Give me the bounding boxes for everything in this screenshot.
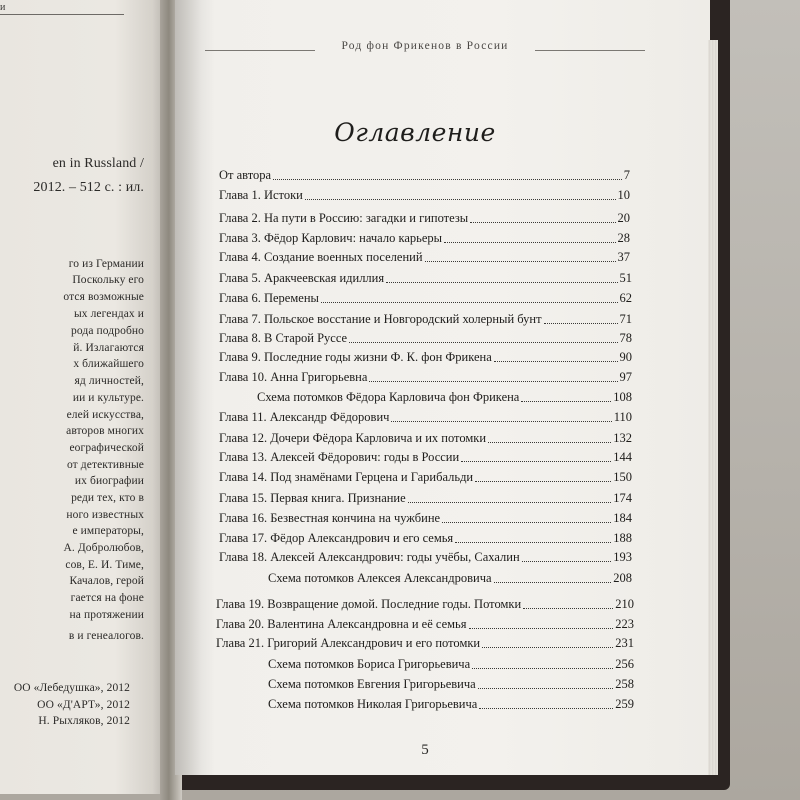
- toc-entry-title: Глава 5. Аракчеевская идиллия: [219, 271, 385, 285]
- toc-entry-page: 97: [619, 370, 632, 384]
- toc-entry-title: Глава 1. Истоки: [219, 188, 303, 202]
- left-page-line: на протяжении: [69, 609, 144, 621]
- toc-entry: [268, 570, 632, 586]
- toc-dot-leader: [475, 481, 611, 482]
- toc-dot-leader: [444, 242, 615, 243]
- toc-entry-title: Глава 17. Фёдор Александрович и его семья: [219, 531, 454, 545]
- left-page-line: еографической: [69, 442, 144, 454]
- toc-entry-title: Глава 4. Создание военных поселений: [219, 250, 423, 264]
- toc-dot-leader: [470, 222, 615, 223]
- toc-entry: [219, 187, 630, 203]
- toc-entry-title: Глава 6. Перемены: [219, 291, 319, 305]
- toc-entry-page: 174: [613, 491, 632, 505]
- toc-dot-leader: [494, 361, 618, 362]
- toc-entry: [219, 490, 632, 506]
- left-page-line: реди тех, кто в: [71, 492, 144, 504]
- left-page-line: их биографии: [74, 475, 144, 487]
- toc-entry-page: 20: [617, 211, 630, 225]
- toc-dot-leader: [469, 628, 614, 629]
- toc-entry-title: Глава 7. Польское восстание и Новгородский холерный бунт: [219, 312, 542, 326]
- toc-entry-page: 258: [615, 677, 634, 691]
- toc-entry-page: 110: [613, 410, 632, 424]
- left-page-line: е императоры,: [72, 525, 144, 537]
- toc-entry: [219, 270, 632, 286]
- left-page-line: х ближайшего: [73, 358, 144, 370]
- toc-entry-title: Схема потомков Алексея Александровича: [268, 571, 492, 585]
- toc-entry: [216, 616, 634, 632]
- toc-entry: [219, 549, 632, 565]
- left-page-line: й. Излагаются: [73, 342, 144, 354]
- toc-entry: [219, 210, 630, 226]
- toc-entry-page: 78: [619, 331, 632, 345]
- toc-entry-page: 188: [613, 531, 632, 545]
- toc-entry: [219, 449, 632, 465]
- toc-dot-leader: [522, 561, 612, 562]
- left-page-line: отся возможные: [63, 291, 144, 303]
- toc-entry-title: Схема потомков Фёдора Карловича фон Фрикена: [257, 390, 520, 404]
- left-page-line: en in Russland /: [52, 156, 144, 171]
- toc-dot-leader: [386, 282, 617, 283]
- toc-entry-page: 259: [615, 697, 634, 711]
- toc-dot-leader: [305, 199, 616, 200]
- toc-entry-title: Глава 10. Анна Григорьевна: [219, 370, 368, 384]
- toc-dot-leader: [442, 522, 611, 523]
- toc-entry: [219, 249, 630, 265]
- toc-dot-leader: [523, 608, 613, 609]
- toc-entry-page: 223: [615, 617, 634, 631]
- left-page-line: яд личностей,: [74, 375, 144, 387]
- toc-entry-page: 144: [613, 450, 632, 464]
- left-page-line: 2012. – 512 с. : ил.: [33, 180, 144, 195]
- left-page-line: в и генеалогов.: [68, 630, 144, 642]
- toc-entry-title: Глава 18. Алексей Александрович: годы учёбы, Сахалин: [219, 550, 520, 564]
- left-page-line: ОО «Лебедушка», 2012: [13, 682, 130, 694]
- toc-entry-page: 90: [619, 350, 632, 364]
- toc-entry-page: 108: [613, 390, 632, 404]
- toc-entry-title: Глава 16. Безвестная кончина на чужбине: [219, 511, 441, 525]
- toc-entry-title: Глава 11. Александр Фёдорович: [219, 410, 390, 424]
- toc-dot-leader: [488, 442, 611, 443]
- toc-entry: [216, 596, 634, 612]
- toc-dot-leader: [321, 302, 618, 303]
- toc-entry: [219, 330, 632, 346]
- left-page-line: Поскольку его: [72, 274, 144, 286]
- toc-entry: [219, 369, 632, 385]
- toc-entry-page: 37: [617, 250, 630, 264]
- toc-entry: [219, 167, 630, 183]
- toc-entry-page: 210: [615, 597, 634, 611]
- toc-entry: [219, 290, 632, 306]
- toc-dot-leader: [479, 708, 613, 709]
- toc-entry-title: Схема потомков Бориса Григорьевича: [268, 657, 471, 671]
- toc-entry-title: Схема потомков Евгения Григорьевича: [268, 677, 476, 691]
- toc-dot-leader: [544, 323, 618, 324]
- toc-entry-page: 71: [619, 312, 632, 326]
- toc-entry-title: Глава 8. В Старой Руссе: [219, 331, 348, 345]
- toc-entry-title: Глава 13. Алексей Фёдорович: годы в России: [219, 450, 460, 464]
- toc-entry-title: Глава 19. Возвращение домой. Последние годы. Потомки: [216, 597, 522, 611]
- toc-dot-leader: [478, 688, 614, 689]
- left-page-line: Н. Рыхляков, 2012: [38, 715, 130, 727]
- page-number: 5: [421, 742, 429, 758]
- toc-entry-title: Глава 12. Дочери Фёдора Карловича и их потомки: [219, 431, 487, 445]
- toc-dot-leader: [482, 647, 613, 648]
- running-head-text: Род фон Фрикенов в России: [341, 40, 509, 52]
- toc-entry: [219, 510, 632, 526]
- toc-entry-page: 256: [615, 657, 634, 671]
- toc-dot-leader: [472, 668, 613, 669]
- toc-entry-page: 193: [613, 550, 632, 564]
- toc-entry: [268, 696, 634, 712]
- toc-entry-title: Глава 15. Первая книга. Признание: [219, 491, 406, 505]
- toc-dot-leader: [369, 381, 617, 382]
- toc-entry-page: 231: [615, 636, 634, 650]
- toc-entry-page: 184: [613, 511, 632, 525]
- toc-dot-leader: [461, 461, 611, 462]
- toc-entry: [268, 676, 634, 692]
- toc-entry: [219, 430, 632, 446]
- toc-dot-leader: [425, 261, 616, 262]
- left-page-line: от детективные: [66, 459, 144, 471]
- left-page-line: елей искусства,: [66, 409, 144, 421]
- toc-entry: [216, 635, 634, 651]
- toc-entry-page: 150: [613, 470, 632, 484]
- left-page-line: ых легендах и: [73, 308, 144, 320]
- toc-dot-leader: [273, 179, 622, 180]
- toc-entry: [219, 311, 632, 327]
- left-page-line: го из Германии: [68, 258, 144, 270]
- toc-dot-leader: [521, 401, 611, 402]
- left-page-line: ОО «Д'АРТ», 2012: [37, 699, 130, 711]
- toc-dot-leader: [494, 582, 612, 583]
- left-page-line: А. Добролюбов,: [63, 542, 144, 554]
- toc-entry: [219, 230, 630, 246]
- toc-entry: [219, 469, 632, 485]
- toc-entry-page: 10: [617, 188, 630, 202]
- left-page-line: сов, Е. И. Тиме,: [65, 559, 144, 571]
- toc-entry-page: 28: [617, 231, 630, 245]
- toc-entry-title: Схема потомков Николая Григорьевича: [268, 697, 478, 711]
- toc-entry-title: Глава 21. Григорий Александрович и его потомки: [216, 636, 481, 650]
- toc-entry-title: Глава 9. Последние годы жизни Ф. К. фон Фрикена: [219, 350, 492, 364]
- left-page-line: ии и культуре.: [72, 392, 144, 404]
- left-page-line: ного известных: [66, 509, 144, 521]
- toc-entry-page: 208: [613, 571, 632, 585]
- toc-entry-title: Глава 3. Фёдор Карлович: начало карьеры: [219, 231, 443, 245]
- toc-entry: [219, 349, 632, 365]
- left-running-head: и: [0, 2, 7, 13]
- toc-entry-page: 51: [619, 271, 632, 285]
- left-page-line: авторов многих: [66, 425, 144, 437]
- toc-entry-page: 62: [619, 291, 632, 305]
- toc-entry-page: 132: [613, 431, 632, 445]
- left-page-line: Качалов, герой: [69, 575, 144, 587]
- toc-entry: [257, 389, 632, 405]
- toc-entry: [219, 530, 632, 546]
- left-page-line: рода подробно: [71, 325, 144, 337]
- toc-dot-leader: [391, 421, 611, 422]
- toc-dot-leader: [349, 342, 617, 343]
- toc-entry: [268, 656, 634, 672]
- toc-entry-title: Глава 20. Валентина Александровна и её семья: [216, 617, 467, 631]
- toc-dot-leader: [455, 542, 611, 543]
- toc-entry-title: Глава 14. Под знамёнами Герцена и Гарибальди: [219, 470, 474, 484]
- toc-entry-title: От автора: [219, 168, 272, 182]
- toc-entry: [219, 409, 632, 425]
- toc-title: Оглавление: [334, 118, 496, 147]
- toc-entry-title: Глава 2. На пути в Россию: загадки и гипотезы: [219, 211, 469, 225]
- toc-dot-leader: [408, 502, 612, 503]
- toc-entry-page: 7: [623, 168, 630, 182]
- left-page-line: гается на фоне: [70, 592, 144, 604]
